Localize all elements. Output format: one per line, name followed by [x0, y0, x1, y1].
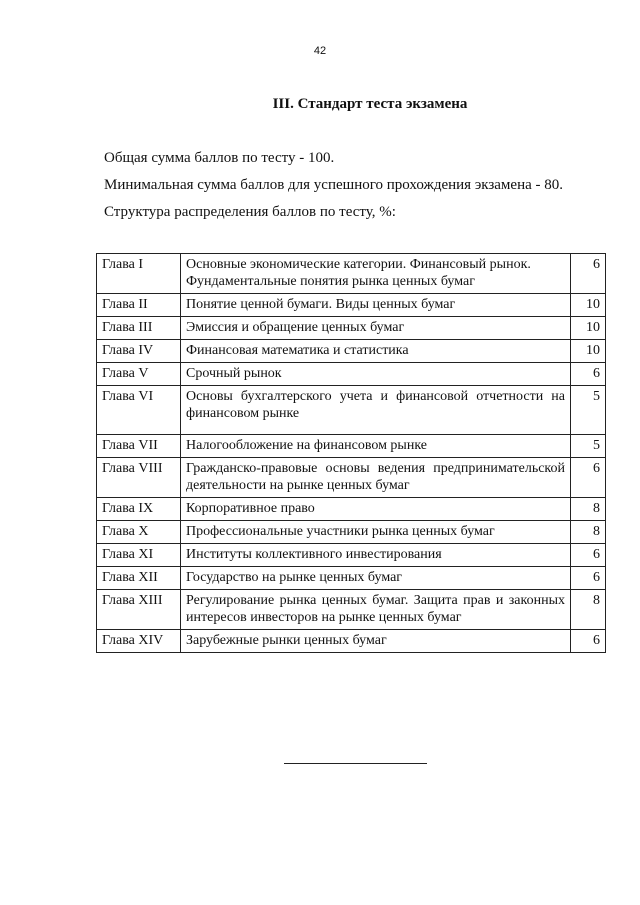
topic-cell: Институты коллективного инвестирования	[181, 544, 571, 567]
table-row	[97, 317, 606, 340]
points-cell: 8	[571, 590, 606, 630]
table-row	[97, 363, 606, 386]
topic-cell: Гражданско-правовые основы ведения предпринимательской деятельности на рынке ценных бумаг	[181, 458, 571, 498]
chapter-cell: Глава IV	[97, 340, 181, 363]
topic-cell: Основные экономические категории. Финансовый рынок. Фундаментальные понятия рынка ценных бумаг	[181, 254, 571, 294]
table-row	[97, 498, 606, 521]
chapter-cell: Глава X	[97, 521, 181, 544]
topic-cell: Корпоративное право	[181, 498, 571, 521]
points-cell: 6	[571, 567, 606, 590]
table-row	[97, 340, 606, 363]
chapter-cell: Глава XII	[97, 567, 181, 590]
chapter-cell: Глава I	[97, 254, 181, 294]
chapter-cell: Глава XIII	[97, 590, 181, 630]
chapter-cell: Глава V	[97, 363, 181, 386]
chapter-cell: Глава VIII	[97, 458, 181, 498]
chapter-cell: Глава II	[97, 294, 181, 317]
chapter-cell: Глава XIV	[97, 630, 181, 653]
topic-cell: Основы бухгалтерского учета и финансовой отчетности на финансовом рынке	[181, 386, 571, 435]
topic-cell: Государство на рынке ценных бумаг	[181, 567, 571, 590]
table-row	[97, 521, 606, 544]
table-row	[97, 544, 606, 567]
total-score-text: Общая сумма баллов по тесту - 100.	[104, 150, 335, 166]
table-row	[97, 630, 606, 653]
table-row	[97, 590, 606, 630]
structure-text: Структура распределения баллов по тесту, %:	[104, 204, 396, 220]
chapter-cell: Глава VII	[97, 435, 181, 458]
chapter-cell: Глава XI	[97, 544, 181, 567]
topic-cell: Финансовая математика и статистика	[181, 340, 571, 363]
table-row	[97, 294, 606, 317]
points-cell: 6	[571, 458, 606, 498]
points-cell: 6	[571, 254, 606, 294]
topic-cell: Зарубежные рынки ценных бумаг	[181, 630, 571, 653]
topic-cell: Срочный рынок	[181, 363, 571, 386]
points-cell: 8	[571, 498, 606, 521]
points-cell: 6	[571, 630, 606, 653]
points-cell: 6	[571, 363, 606, 386]
table-row	[97, 254, 606, 294]
topic-cell: Регулирование рынка ценных бумаг. Защита прав и законных интересов инвесторов на рынке ценных бумаг	[181, 590, 571, 630]
topic-cell: Профессиональные участники рынка ценных бумаг	[181, 521, 571, 544]
points-cell: 10	[571, 317, 606, 340]
topic-cell: Эмиссия и обращение ценных бумаг	[181, 317, 571, 340]
points-cell: 5	[571, 386, 606, 435]
chapter-cell: Глава IX	[97, 498, 181, 521]
topic-cell: Налогообложение на финансовом рынке	[181, 435, 571, 458]
footer-divider	[284, 763, 427, 764]
points-cell: 8	[571, 521, 606, 544]
points-cell: 10	[571, 340, 606, 363]
chapter-cell: Глава III	[97, 317, 181, 340]
topic-cell: Понятие ценной бумаги. Виды ценных бумаг	[181, 294, 571, 317]
points-cell: 6	[571, 544, 606, 567]
min-score-text: Минимальная сумма баллов для успешного прохождения экзамена - 80.	[104, 177, 564, 193]
table-row	[97, 458, 606, 498]
score-distribution-table	[96, 253, 606, 653]
table-row	[97, 435, 606, 458]
table-row	[97, 386, 606, 435]
points-cell: 5	[571, 435, 606, 458]
table-row	[97, 567, 606, 590]
points-cell: 10	[571, 294, 606, 317]
section-title: III. Стандарт теста экзамена	[272, 96, 468, 112]
chapter-cell: Глава VI	[97, 386, 181, 435]
page-number: 42	[313, 45, 327, 57]
